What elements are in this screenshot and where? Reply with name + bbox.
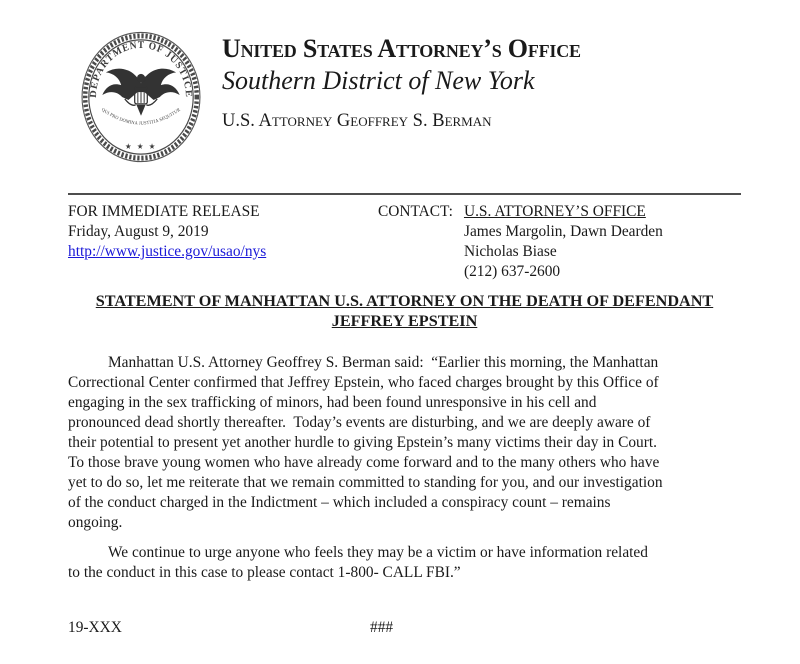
- body-paragraph-2: We continue to urge anyone who feels they may be a victim or have information related to the conduct in this case to please contact 1-800- CALL FBI.”: [68, 544, 648, 581]
- contact-block: [378, 202, 663, 282]
- release-info: [68, 202, 741, 282]
- seal-top-text: DEPARTMENT OF JUSTICE: [88, 39, 194, 99]
- seal-stars: ★ ★ ★: [125, 141, 157, 152]
- justice-gov-link[interactable]: http://www.justice.gov/usao/nys: [68, 243, 267, 260]
- letterhead-text: [222, 28, 581, 132]
- letterhead: [0, 0, 800, 166]
- contact-label: CONTACT:: [378, 203, 453, 220]
- contact-details: [464, 202, 663, 282]
- release-type-label: FOR IMMEDIATE RELEASE: [68, 203, 260, 220]
- statement-headline: STATEMENT OF MANHATTAN U.S. ATTORNEY ON THE DEATH OF DEFENDANT JEFFREY EPSTEIN: [95, 292, 714, 330]
- release-left-column: [68, 202, 378, 282]
- contact-names-list: James Margolin, Dawn Dearden Nicholas Biase (212) 637-2600: [463, 223, 663, 280]
- release-number: 19-XXX: [68, 619, 122, 636]
- eagle-icon: [102, 69, 179, 116]
- release-date: Friday, August 9, 2019: [68, 223, 209, 240]
- contact-office: U.S. ATTORNEY’S OFFICE: [463, 203, 646, 220]
- office-title: United States Attorney’s Office: [222, 34, 581, 63]
- seal-motto-text: QUI PRO DOMINA JUSTITIA SEQUITUR: [100, 106, 182, 126]
- statement-body: [68, 353, 741, 583]
- end-mark: ###: [370, 619, 394, 636]
- attorney-name-line: U.S. Attorney Geoffrey S. Berman: [222, 111, 492, 131]
- header-divider-rule: [68, 193, 741, 195]
- body-paragraph-1: Manhattan U.S. Attorney Geoffrey S. Berman said: “Earlier this morning, the Manhattan Correctional Center confirmed that Jeffrey Epstein, who faced charges brought by this Office of engaging in the sex trafficking of minors, had been found unresponsive in his cell and pronounced dead shortly thereafter. Today’s events are disturbing, and we are deeply aware of their potential to present yet another hurdle to giving Epstein’s many victims their day in Court. To those brave young women who have already come forward and to the many others who have yet to do so, let me reiterate that we remain committed to standing for you, and our investigation of the conduct charged in the Indictment – which included a conspiracy count – remains ongoing.: [68, 354, 663, 531]
- document-footer: [68, 618, 741, 638]
- district-subtitle: Southern District of New York: [222, 66, 535, 95]
- doj-seal-icon: [78, 28, 204, 166]
